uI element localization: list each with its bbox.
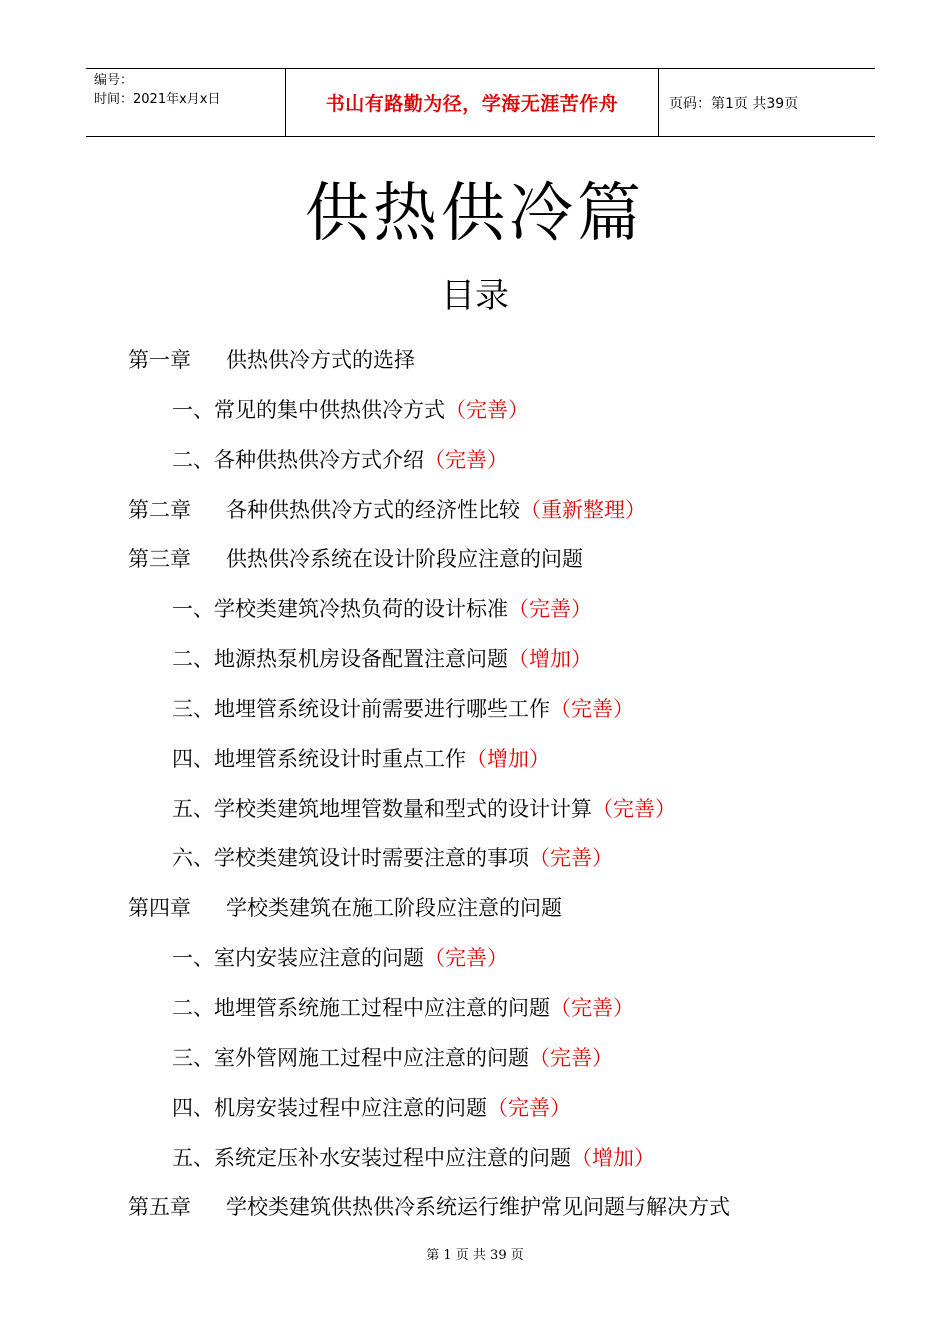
toc-entry-text: 学校类建筑在施工阶段应注意的问题 — [226, 896, 562, 921]
status-tag: （完善） — [424, 946, 508, 971]
status-tag: （完善） — [529, 846, 613, 871]
toc-entry-text: 四、地埋管系统设计时重点工作 — [172, 746, 466, 771]
toc-entry-text: 五、系统定压补水安装过程中应注意的问题 — [172, 1145, 571, 1170]
chapter-number: 第三章 — [128, 547, 191, 572]
toc-entry-text: 三、室外管网施工过程中应注意的问题 — [172, 1045, 529, 1070]
toc-entry-text: 各种供热供冷方式的经济性比较 — [226, 497, 520, 522]
number-label: 编号： — [94, 73, 134, 88]
toc-heading: 目录 — [441, 276, 509, 316]
table-of-contents — [0, 337, 950, 1234]
toc-entry-text: 三、地埋管系统设计前需要进行哪些工作 — [172, 696, 550, 721]
toc-section-entry[interactable] — [0, 586, 950, 636]
toc-section-entry[interactable] — [0, 935, 950, 985]
status-tag: （完善） — [487, 1095, 571, 1120]
page-header — [86, 68, 875, 137]
chapter-number: 第二章 — [128, 497, 191, 522]
toc-section-entry[interactable] — [0, 1085, 950, 1135]
toc-entry-text: 学校类建筑供热供冷系统运行维护常见问题与解决方式 — [226, 1195, 730, 1220]
chapter-number: 第五章 — [128, 1195, 191, 1220]
toc-chapter-entry[interactable] — [0, 536, 950, 586]
toc-section-entry[interactable] — [0, 636, 950, 686]
toc-section-entry[interactable] — [0, 686, 950, 736]
toc-section-entry[interactable] — [0, 736, 950, 786]
toc-entry-text: 供热供冷系统在设计阶段应注意的问题 — [226, 547, 583, 572]
toc-entry-text: 一、室内安装应注意的问题 — [172, 946, 424, 971]
toc-chapter-entry[interactable] — [0, 1184, 950, 1234]
toc-entry-text: 一、常见的集中供热供冷方式 — [172, 397, 445, 422]
toc-entry-text: 二、地埋管系统施工过程中应注意的问题 — [172, 995, 550, 1020]
toc-chapter-entry[interactable] — [0, 885, 950, 935]
toc-entry-text: 四、机房安装过程中应注意的问题 — [172, 1095, 487, 1120]
status-tag: （完善） — [550, 696, 634, 721]
status-tag: （增加） — [508, 647, 592, 672]
toc-entry-text: 供热供冷方式的选择 — [226, 348, 415, 372]
header-page-info: 页码：第1页 共39页 — [669, 95, 799, 112]
toc-section-entry[interactable] — [0, 1035, 950, 1085]
header-motto: 书山有路勤为径，学海无涯苦作舟 — [286, 69, 659, 136]
toc-chapter-entry[interactable] — [0, 337, 950, 387]
document-title: 供热供冷篇 — [305, 177, 645, 251]
time-label: 时间：2021年x月x日 — [94, 92, 221, 107]
toc-entry-text: 二、各种供热供冷方式介绍 — [172, 447, 424, 472]
status-tag: （重新整理） — [520, 497, 646, 522]
toc-section-entry[interactable] — [0, 387, 950, 437]
status-tag: （完善） — [508, 597, 592, 622]
toc-entry-text: 二、地源热泵机房设备配置注意问题 — [172, 647, 508, 672]
toc-section-entry[interactable] — [0, 985, 950, 1035]
header-meta — [86, 69, 286, 136]
toc-section-entry[interactable] — [0, 835, 950, 885]
toc-entry-text: 五、学校类建筑地埋管数量和型式的设计计算 — [172, 796, 592, 821]
toc-section-entry[interactable] — [0, 786, 950, 836]
status-tag: （完善） — [445, 397, 529, 422]
toc-entry-text: 一、学校类建筑冷热负荷的设计标准 — [172, 597, 508, 622]
toc-entry-text: 六、学校类建筑设计时需要注意的事项 — [172, 846, 529, 871]
page-footer: 第 1 页 共 39 页 — [426, 1248, 524, 1263]
toc-chapter-entry[interactable] — [0, 487, 950, 537]
chapter-number: 第一章 — [128, 348, 191, 372]
status-tag: （增加） — [571, 1145, 655, 1170]
toc-section-entry[interactable] — [0, 437, 950, 487]
toc-section-entry[interactable] — [0, 1135, 950, 1185]
status-tag: （完善） — [424, 447, 508, 472]
chapter-number: 第四章 — [128, 896, 191, 921]
status-tag: （增加） — [466, 746, 550, 771]
status-tag: （完善） — [592, 796, 676, 821]
status-tag: （完善） — [550, 995, 634, 1020]
status-tag: （完善） — [529, 1045, 613, 1070]
